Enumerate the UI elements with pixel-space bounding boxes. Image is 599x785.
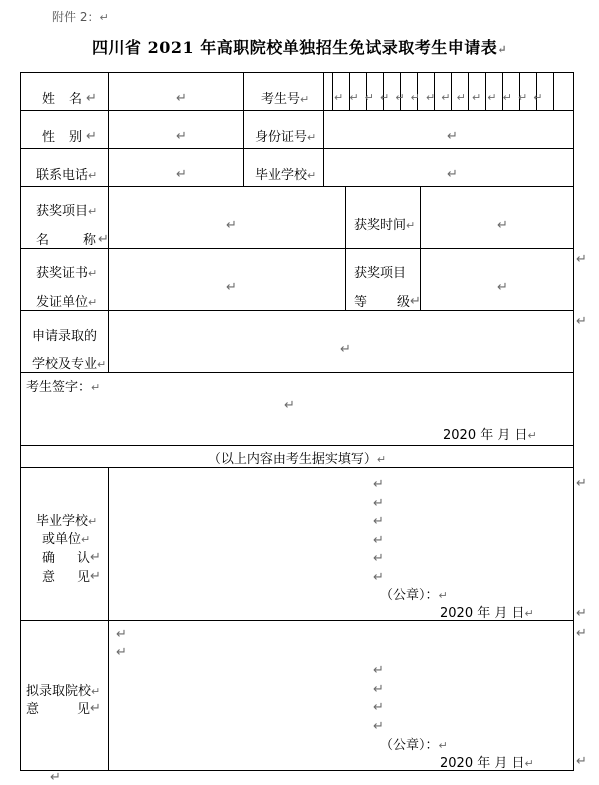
return-mark: ↵ xyxy=(373,570,384,585)
label-award-grade-1: 获奖项目 xyxy=(354,266,407,281)
return-mark: ↵ xyxy=(576,476,587,491)
label-confirm-1: 毕业学校↵ xyxy=(36,514,98,529)
apply-input-mark[interactable]: ↵ xyxy=(340,342,351,357)
phone-input-mark[interactable]: ↵ xyxy=(176,167,187,182)
return-mark: ↵ xyxy=(373,496,384,511)
label-phone: 联系电话↵ xyxy=(36,168,98,183)
return-mark: ↵ xyxy=(373,663,384,678)
signature-date: 2020 年 月 日↵ xyxy=(443,428,537,443)
return-mark: ↵ xyxy=(86,129,97,144)
return-mark: ↵ xyxy=(373,533,384,548)
note-row: （以上内容由考生据实填写）↵ xyxy=(207,452,387,467)
issuer-input-mark[interactable]: ↵ xyxy=(226,280,237,295)
return-mark: ↵ xyxy=(576,626,587,641)
label-award-grade-2: 等 级 xyxy=(354,295,410,310)
award-name-input-mark[interactable]: ↵ xyxy=(226,218,237,233)
label-award-time: 获奖时间↵ xyxy=(354,218,416,233)
confirm-date: 2020 年 月 日↵ xyxy=(440,606,534,621)
return-mark: ↵ xyxy=(410,294,421,309)
admit-date: 2020 年 月 日↵ xyxy=(440,756,534,771)
return-mark: ↵ xyxy=(116,627,127,642)
signature-input-mark[interactable]: ↵ xyxy=(284,398,295,413)
return-mark: ↵ xyxy=(373,719,384,734)
label-award-name-1: 获奖项目↵ xyxy=(36,204,98,219)
label-issuer-1: 获奖证书↵ xyxy=(36,266,98,281)
return-mark: ↵ xyxy=(90,569,101,584)
return-mark: ↵ xyxy=(98,232,109,247)
return-mark: ↵ xyxy=(373,551,384,566)
return-mark: ↵ xyxy=(90,550,101,565)
return-mark: ↵ xyxy=(373,700,384,715)
exam-number-boxes[interactable]: ↵↵↵↵↵↵↵↵↵↵↵↵↵↵ xyxy=(334,91,549,104)
school-input-mark[interactable]: ↵ xyxy=(447,167,458,182)
label-award-name-2: 名 称 xyxy=(36,233,96,248)
admit-seal-label: （公章）：↵ xyxy=(380,738,448,753)
trailing-return-mark: ↵ xyxy=(50,770,61,785)
name-input-mark[interactable]: ↵ xyxy=(176,91,187,106)
label-name: 姓 名 xyxy=(42,92,82,107)
label-apply-2: 学校及专业↵ xyxy=(32,357,107,372)
annex-label: 附件 2：↵ xyxy=(52,10,109,24)
label-confirm-4: 意 见 xyxy=(42,570,90,585)
confirm-seal-label: （公章）：↵ xyxy=(380,588,448,603)
label-confirm-2: 或单位↵ xyxy=(42,532,91,547)
award-time-input-mark[interactable]: ↵ xyxy=(497,218,508,233)
form-title: 四川省 2021 年高职院校单独招生免试录取考生申请表↵ xyxy=(92,38,507,57)
return-mark: ↵ xyxy=(90,701,101,716)
label-issuer-2: 发证单位↵ xyxy=(36,295,98,310)
label-admit-1: 拟录取院校↵ xyxy=(26,684,101,699)
signature-label: 考生签字：↵ xyxy=(26,380,101,395)
return-mark: ↵ xyxy=(373,514,384,529)
label-id-number: 身份证号↵ xyxy=(255,130,317,145)
return-mark: ↵ xyxy=(576,754,587,769)
return-mark: ↵ xyxy=(86,91,97,106)
return-mark: ↵ xyxy=(373,682,384,697)
award-grade-input-mark[interactable]: ↵ xyxy=(497,280,508,295)
return-mark: ↵ xyxy=(116,645,127,660)
return-mark: ↵ xyxy=(373,477,384,492)
label-apply-1: 申请录取的 xyxy=(32,329,98,344)
label-exam-number: 考生号↵ xyxy=(261,92,310,107)
return-mark: ↵ xyxy=(576,252,587,267)
return-mark: ↵ xyxy=(576,606,587,621)
label-school: 毕业学校↵ xyxy=(255,168,317,183)
label-gender: 性 别 xyxy=(42,130,82,145)
label-confirm-3: 确 认 xyxy=(42,551,90,566)
label-admit-2: 意 见 xyxy=(26,702,90,717)
return-mark: ↵ xyxy=(576,314,587,329)
gender-input-mark[interactable]: ↵ xyxy=(176,129,187,144)
id-number-input-mark[interactable]: ↵ xyxy=(447,129,458,144)
